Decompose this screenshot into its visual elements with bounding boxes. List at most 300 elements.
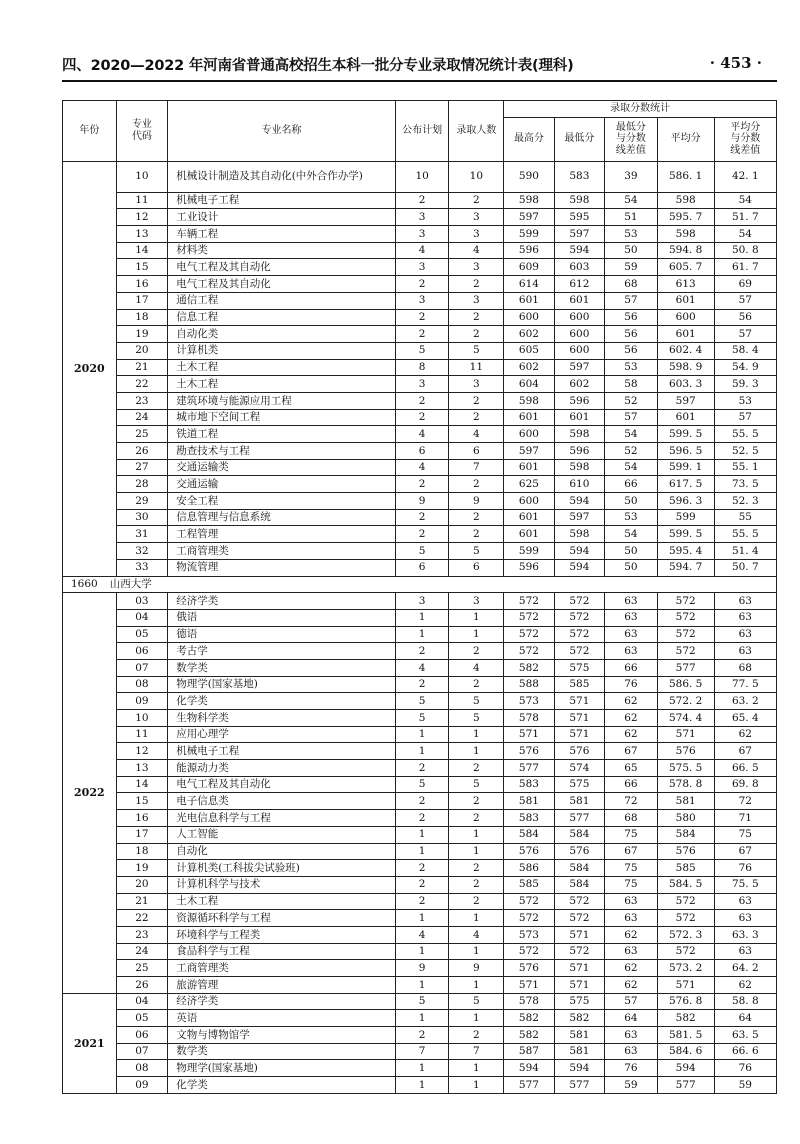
plan-cell: 2	[395, 793, 449, 810]
avg-diff-cell: 52. 5	[714, 443, 776, 460]
min-diff-cell: 50	[605, 543, 658, 560]
min-cell: 571	[554, 693, 604, 710]
name-cell: 材料类	[168, 242, 396, 259]
avg-diff-cell: 63. 3	[714, 926, 776, 943]
max-cell: 596	[504, 242, 554, 259]
plan-cell: 2	[395, 876, 449, 893]
plan-cell: 1	[395, 726, 449, 743]
min-cell: 572	[554, 943, 604, 960]
avg-diff-cell: 69. 8	[714, 776, 776, 793]
admitted-cell: 2	[449, 409, 504, 426]
table-row	[63, 693, 777, 710]
plan-cell: 7	[395, 1043, 449, 1060]
plan-cell: 2	[395, 476, 449, 493]
name-cell: 考古学	[168, 643, 396, 660]
table-row	[63, 376, 777, 393]
plan-cell: 9	[395, 960, 449, 977]
avg-diff-cell: 69	[714, 276, 776, 293]
name-cell: 工业设计	[168, 209, 396, 226]
table-row	[63, 1043, 777, 1060]
avg-cell: 613	[657, 276, 714, 293]
year-cell: 2021	[63, 993, 117, 1093]
max-cell: 577	[504, 760, 554, 777]
admitted-cell: 5	[449, 776, 504, 793]
max-cell: 572	[504, 643, 554, 660]
year-cell: 2022	[63, 593, 117, 994]
header-max: 最高分	[504, 117, 554, 161]
plan-cell: 1	[395, 843, 449, 860]
avg-diff-cell: 75. 5	[714, 876, 776, 893]
min-cell: 594	[554, 493, 604, 510]
table-row	[63, 893, 777, 910]
min-cell: 572	[554, 910, 604, 927]
name-cell: 生物科学类	[168, 710, 396, 727]
avg-diff-cell: 63	[714, 943, 776, 960]
name-cell: 旅游管理	[168, 977, 396, 994]
plan-cell: 2	[395, 760, 449, 777]
plan-cell: 4	[395, 426, 449, 443]
avg-cell: 572	[657, 593, 714, 610]
plan-cell: 3	[395, 292, 449, 309]
max-cell: 578	[504, 993, 554, 1010]
min-diff-cell: 53	[605, 359, 658, 376]
plan-cell: 6	[395, 443, 449, 460]
plan-cell: 3	[395, 259, 449, 276]
table-row	[63, 776, 777, 793]
plan-cell: 5	[395, 342, 449, 359]
avg-diff-cell: 77. 5	[714, 676, 776, 693]
code-cell: 16	[116, 276, 168, 293]
admitted-cell: 1	[449, 626, 504, 643]
table-row	[63, 242, 777, 259]
avg-cell: 580	[657, 810, 714, 827]
avg-cell: 572	[657, 910, 714, 927]
avg-cell: 586. 1	[657, 161, 714, 192]
school-code: 1660	[71, 578, 98, 591]
plan-cell: 5	[395, 710, 449, 727]
code-cell: 15	[116, 793, 168, 810]
min-cell: 571	[554, 977, 604, 994]
table-row	[63, 943, 777, 960]
code-cell: 16	[116, 810, 168, 827]
avg-cell: 601	[657, 326, 714, 343]
name-cell: 德语	[168, 626, 396, 643]
avg-diff-cell: 55	[714, 509, 776, 526]
max-cell: 587	[504, 1043, 554, 1060]
avg-cell: 578. 8	[657, 776, 714, 793]
code-cell: 06	[116, 1027, 168, 1044]
min-cell: 572	[554, 643, 604, 660]
header-code	[116, 101, 168, 162]
avg-diff-cell: 75	[714, 826, 776, 843]
admitted-cell: 2	[449, 893, 504, 910]
table-row	[63, 309, 777, 326]
code-cell: 30	[116, 509, 168, 526]
name-cell: 物理学(国家基地)	[168, 1060, 396, 1077]
name-cell: 经济学类	[168, 593, 396, 610]
max-cell: 600	[504, 493, 554, 510]
avg-cell: 594. 7	[657, 559, 714, 576]
avg-diff-cell: 56	[714, 309, 776, 326]
avg-diff-cell: 63	[714, 593, 776, 610]
table-row	[63, 476, 777, 493]
min-diff-cell: 50	[605, 493, 658, 510]
code-cell: 06	[116, 643, 168, 660]
max-cell: 598	[504, 192, 554, 209]
header-min-diff	[605, 117, 658, 161]
min-diff-cell: 59	[605, 1077, 658, 1094]
min-cell: 584	[554, 876, 604, 893]
table-row	[63, 876, 777, 893]
plan-cell: 4	[395, 242, 449, 259]
min-cell: 575	[554, 659, 604, 676]
avg-cell: 574. 4	[657, 710, 714, 727]
min-cell: 610	[554, 476, 604, 493]
name-cell: 电气工程及其自动化	[168, 776, 396, 793]
admitted-cell: 3	[449, 209, 504, 226]
plan-cell: 2	[395, 526, 449, 543]
plan-cell: 5	[395, 776, 449, 793]
table-row	[63, 526, 777, 543]
min-diff-cell: 56	[605, 326, 658, 343]
plan-cell: 1	[395, 826, 449, 843]
code-cell: 12	[116, 209, 168, 226]
page-title: 四、2020—2022 年河南省普通高校招生本科一批分专业录取情况统计表(理科)	[62, 58, 574, 74]
max-cell: 576	[504, 960, 554, 977]
plan-cell: 2	[395, 276, 449, 293]
name-cell: 应用心理学	[168, 726, 396, 743]
max-cell: 583	[504, 776, 554, 793]
min-diff-cell: 63	[605, 943, 658, 960]
name-cell: 物理学(国家基地)	[168, 676, 396, 693]
avg-diff-cell: 55. 5	[714, 526, 776, 543]
code-cell: 22	[116, 910, 168, 927]
avg-diff-cell: 72	[714, 793, 776, 810]
min-diff-cell: 63	[605, 893, 658, 910]
avg-cell: 600	[657, 309, 714, 326]
admitted-cell: 2	[449, 326, 504, 343]
admitted-cell: 2	[449, 309, 504, 326]
admitted-cell: 6	[449, 443, 504, 460]
code-cell: 14	[116, 776, 168, 793]
avg-cell: 576	[657, 743, 714, 760]
min-diff-cell: 66	[605, 659, 658, 676]
min-diff-cell: 66	[605, 776, 658, 793]
avg-diff-cell: 58. 4	[714, 342, 776, 359]
min-cell: 576	[554, 743, 604, 760]
admitted-cell: 5	[449, 543, 504, 560]
table-row	[63, 276, 777, 293]
code-cell: 13	[116, 226, 168, 243]
code-cell: 15	[116, 259, 168, 276]
admitted-cell: 10	[449, 161, 504, 192]
avg-diff-cell: 64. 2	[714, 960, 776, 977]
max-cell: 581	[504, 793, 554, 810]
min-cell: 594	[554, 559, 604, 576]
avg-diff-cell: 65. 4	[714, 710, 776, 727]
max-cell: 597	[504, 209, 554, 226]
name-cell: 自动化	[168, 843, 396, 860]
admitted-cell: 1	[449, 1077, 504, 1094]
table-row	[63, 459, 777, 476]
admitted-cell: 9	[449, 960, 504, 977]
name-cell: 工商管理类	[168, 543, 396, 560]
admitted-cell: 7	[449, 459, 504, 476]
code-cell: 07	[116, 659, 168, 676]
avg-cell: 572. 3	[657, 926, 714, 943]
plan-cell: 2	[395, 409, 449, 426]
code-cell: 07	[116, 1043, 168, 1060]
min-diff-cell: 64	[605, 1010, 658, 1027]
min-cell: 596	[554, 392, 604, 409]
max-cell: 601	[504, 409, 554, 426]
min-cell: 584	[554, 826, 604, 843]
max-cell: 609	[504, 259, 554, 276]
name-cell: 文物与博物馆学	[168, 1027, 396, 1044]
plan-cell: 3	[395, 376, 449, 393]
min-cell: 594	[554, 242, 604, 259]
code-cell: 03	[116, 593, 168, 610]
table-row	[63, 676, 777, 693]
min-diff-cell: 58	[605, 376, 658, 393]
avg-diff-cell: 62	[714, 977, 776, 994]
avg-cell: 572	[657, 893, 714, 910]
code-cell: 19	[116, 326, 168, 343]
avg-diff-cell: 66. 5	[714, 760, 776, 777]
min-cell: 571	[554, 960, 604, 977]
name-cell: 环境科学与工程类	[168, 926, 396, 943]
plan-cell: 2	[395, 509, 449, 526]
code-cell: 08	[116, 1060, 168, 1077]
min-cell: 594	[554, 1060, 604, 1077]
avg-cell: 576. 8	[657, 993, 714, 1010]
min-cell: 585	[554, 676, 604, 693]
admitted-cell: 3	[449, 376, 504, 393]
table-row	[63, 643, 777, 660]
avg-diff-cell: 63	[714, 626, 776, 643]
avg-cell: 605. 7	[657, 259, 714, 276]
plan-cell: 1	[395, 1010, 449, 1027]
admitted-cell: 11	[449, 359, 504, 376]
avg-diff-cell: 63	[714, 609, 776, 626]
min-diff-cell: 62	[605, 710, 658, 727]
max-cell: 601	[504, 459, 554, 476]
name-cell: 土木工程	[168, 359, 396, 376]
admitted-cell: 2	[449, 860, 504, 877]
max-cell: 572	[504, 609, 554, 626]
min-cell: 581	[554, 793, 604, 810]
avg-diff-cell: 59	[714, 1077, 776, 1094]
plan-cell: 1	[395, 943, 449, 960]
avg-cell: 601	[657, 292, 714, 309]
plan-cell: 2	[395, 860, 449, 877]
table-row	[63, 493, 777, 510]
admitted-cell: 2	[449, 876, 504, 893]
min-diff-cell: 63	[605, 910, 658, 927]
min-diff-cell: 68	[605, 276, 658, 293]
avg-diff-cell: 55. 1	[714, 459, 776, 476]
avg-diff-cell: 73. 5	[714, 476, 776, 493]
max-cell: 605	[504, 342, 554, 359]
avg-cell: 582	[657, 1010, 714, 1027]
name-cell: 计算机科学与技术	[168, 876, 396, 893]
avg-diff-cell: 63. 2	[714, 693, 776, 710]
avg-diff-cell: 67	[714, 743, 776, 760]
admitted-cell: 2	[449, 643, 504, 660]
avg-cell: 572	[657, 609, 714, 626]
min-diff-cell: 56	[605, 342, 658, 359]
min-diff-cell: 63	[605, 593, 658, 610]
name-cell: 交通运输类	[168, 459, 396, 476]
min-cell: 601	[554, 292, 604, 309]
avg-diff-cell: 54	[714, 192, 776, 209]
min-diff-cell: 75	[605, 860, 658, 877]
code-cell: 17	[116, 826, 168, 843]
min-cell: 598	[554, 426, 604, 443]
admitted-cell: 1	[449, 743, 504, 760]
name-cell: 机械电子工程	[168, 743, 396, 760]
avg-cell: 595. 7	[657, 209, 714, 226]
avg-cell: 601	[657, 409, 714, 426]
min-diff-cell: 56	[605, 309, 658, 326]
min-diff-cell: 62	[605, 977, 658, 994]
school-cell	[63, 576, 777, 593]
avg-diff-cell: 61. 7	[714, 259, 776, 276]
name-cell: 工商管理类	[168, 960, 396, 977]
name-cell: 食品科学与工程	[168, 943, 396, 960]
admitted-cell: 2	[449, 192, 504, 209]
table-row	[63, 1077, 777, 1094]
code-cell: 21	[116, 893, 168, 910]
table-row	[63, 726, 777, 743]
min-diff-cell: 62	[605, 926, 658, 943]
avg-diff-cell: 54	[714, 226, 776, 243]
min-cell: 572	[554, 609, 604, 626]
code-cell: 12	[116, 743, 168, 760]
plan-cell: 2	[395, 893, 449, 910]
name-cell: 土木工程	[168, 893, 396, 910]
table-row	[63, 1060, 777, 1077]
table-row	[63, 509, 777, 526]
table-row	[63, 710, 777, 727]
code-cell: 24	[116, 943, 168, 960]
max-cell: 600	[504, 426, 554, 443]
name-cell: 工程管理	[168, 526, 396, 543]
min-diff-cell: 50	[605, 242, 658, 259]
plan-cell: 1	[395, 1077, 449, 1094]
avg-diff-cell: 51. 7	[714, 209, 776, 226]
min-cell: 571	[554, 926, 604, 943]
min-diff-cell: 75	[605, 826, 658, 843]
min-diff-cell: 68	[605, 810, 658, 827]
code-cell: 26	[116, 977, 168, 994]
name-cell: 建筑环境与能源应用工程	[168, 392, 396, 409]
plan-cell: 3	[395, 226, 449, 243]
min-diff-cell: 52	[605, 443, 658, 460]
admitted-cell: 2	[449, 793, 504, 810]
min-cell: 594	[554, 543, 604, 560]
table-body	[63, 161, 777, 1093]
plan-cell: 9	[395, 493, 449, 510]
avg-cell: 584. 5	[657, 876, 714, 893]
avg-diff-cell: 66. 6	[714, 1043, 776, 1060]
school-row	[63, 576, 777, 593]
avg-cell: 599	[657, 509, 714, 526]
avg-cell: 617. 5	[657, 476, 714, 493]
min-diff-cell: 54	[605, 192, 658, 209]
admitted-cell: 1	[449, 943, 504, 960]
min-diff-cell: 62	[605, 960, 658, 977]
name-cell: 电子信息类	[168, 793, 396, 810]
code-cell: 05	[116, 626, 168, 643]
name-cell: 俄语	[168, 609, 396, 626]
avg-cell: 571	[657, 977, 714, 994]
code-cell: 18	[116, 309, 168, 326]
plan-cell: 2	[395, 676, 449, 693]
min-diff-cell: 54	[605, 459, 658, 476]
avg-cell: 599. 1	[657, 459, 714, 476]
avg-diff-cell: 53	[714, 392, 776, 409]
plan-cell: 5	[395, 693, 449, 710]
min-diff-cell: 53	[605, 509, 658, 526]
min-cell: 572	[554, 593, 604, 610]
min-diff-cell: 63	[605, 643, 658, 660]
max-cell: 572	[504, 910, 554, 927]
plan-cell: 2	[395, 326, 449, 343]
avg-diff-cell: 50. 8	[714, 242, 776, 259]
max-cell: 576	[504, 843, 554, 860]
min-diff-cell: 50	[605, 559, 658, 576]
plan-cell: 1	[395, 626, 449, 643]
min-cell: 584	[554, 860, 604, 877]
min-diff-cell: 54	[605, 526, 658, 543]
avg-diff-cell: 59. 3	[714, 376, 776, 393]
table-row	[63, 1010, 777, 1027]
name-cell: 交通运输	[168, 476, 396, 493]
avg-cell: 572	[657, 643, 714, 660]
avg-cell: 598. 9	[657, 359, 714, 376]
name-cell: 电气工程及其自动化	[168, 259, 396, 276]
table-row	[63, 860, 777, 877]
name-cell: 能源动力类	[168, 760, 396, 777]
avg-diff-cell: 62	[714, 726, 776, 743]
avg-cell: 577	[657, 1077, 714, 1094]
name-cell: 车辆工程	[168, 226, 396, 243]
min-cell: 574	[554, 760, 604, 777]
name-cell: 勘查技术与工程	[168, 443, 396, 460]
avg-cell: 572. 2	[657, 693, 714, 710]
table-row	[63, 793, 777, 810]
table-row	[63, 543, 777, 560]
name-cell: 化学类	[168, 1077, 396, 1094]
table-row	[63, 760, 777, 777]
avg-cell: 597	[657, 392, 714, 409]
name-cell: 计算机类	[168, 342, 396, 359]
avg-diff-cell: 50. 7	[714, 559, 776, 576]
admitted-cell: 7	[449, 1043, 504, 1060]
admitted-cell: 2	[449, 676, 504, 693]
header-score-stats: 录取分数统计	[504, 101, 777, 118]
code-cell: 20	[116, 876, 168, 893]
code-cell: 26	[116, 443, 168, 460]
page-number: · 453 ·	[709, 54, 762, 72]
avg-cell: 596. 3	[657, 493, 714, 510]
table-row	[63, 910, 777, 927]
name-cell: 土木工程	[168, 376, 396, 393]
avg-cell: 584	[657, 826, 714, 843]
avg-diff-cell: 57	[714, 292, 776, 309]
min-cell: 600	[554, 309, 604, 326]
